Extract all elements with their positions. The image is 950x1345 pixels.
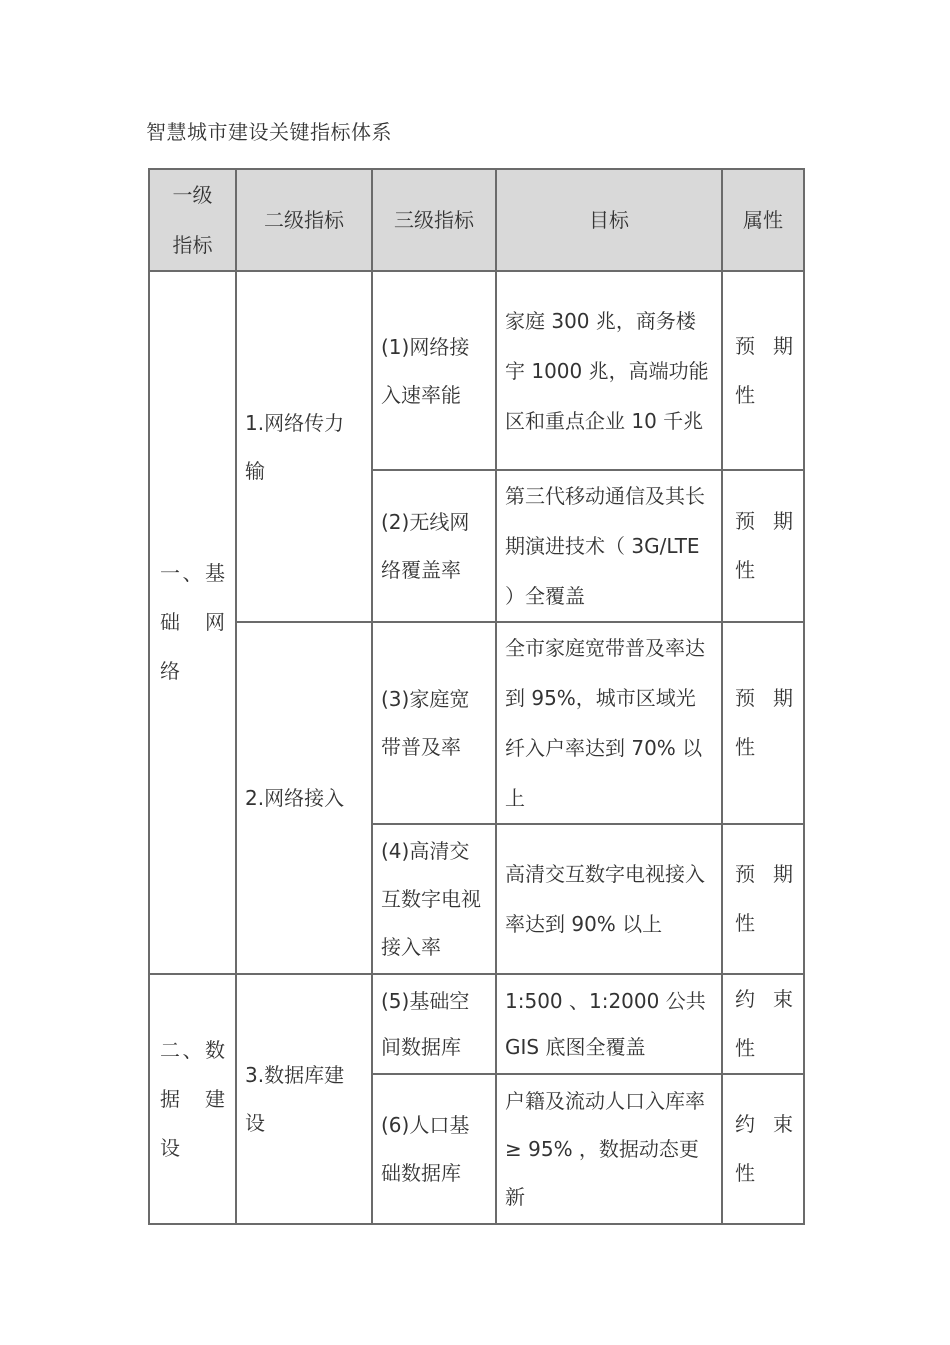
- level3-cell: [372, 470, 496, 622]
- level1-label: 二、数 据 建 设: [160, 1037, 225, 1160]
- attribute-text: 预期性: [735, 333, 793, 407]
- target-text: 家庭 300 兆，商务楼宇 1000 兆，高端功能区和重点企业 10 千兆: [505, 308, 709, 433]
- attribute-text: 预期性: [735, 509, 793, 582]
- level3-label: (6)人口基础数据库: [381, 1113, 470, 1185]
- attribute-text: 预期性: [735, 686, 793, 759]
- level3-label: (3)家庭宽带普及率: [381, 687, 470, 759]
- level3-label: (4)高清交互数字电视接入率: [381, 839, 481, 959]
- attribute-text: 约束性: [735, 1112, 793, 1185]
- key-indicator-table: [148, 168, 805, 1225]
- level2-cell-network-transmission: [236, 271, 372, 622]
- level1-cell-basic-network: [149, 271, 236, 974]
- header-level1: 一级指标: [149, 169, 236, 271]
- header-level2: 二级指标: [236, 169, 372, 271]
- header-target: 目标: [496, 169, 722, 271]
- target-cell: [496, 1074, 722, 1224]
- target-cell: [496, 470, 722, 622]
- level2-cell-network-access: [236, 622, 372, 974]
- level3-label: (5)基础空间数据库: [381, 989, 470, 1059]
- target-text: 1:500 、1:2000 公共 GIS 底图全覆盖: [505, 989, 706, 1059]
- table-header-row: [149, 169, 804, 271]
- attribute-cell: [722, 470, 804, 622]
- header-level3: 三级指标: [372, 169, 496, 271]
- level2-label: 2.网络接入: [245, 786, 345, 810]
- level3-cell: [372, 622, 496, 824]
- table-row: [149, 271, 804, 470]
- target-cell: [496, 271, 722, 470]
- level3-label: (1)网络接入速率能: [381, 334, 470, 407]
- target-text: 高清交互数字电视接入率达到 90% 以上: [505, 862, 705, 936]
- attribute-text: 预期性: [735, 862, 793, 935]
- target-cell: [496, 824, 722, 974]
- level2-label: 1.网络传力输: [245, 410, 345, 483]
- header-attribute: 属性: [722, 169, 804, 271]
- target-cell: [496, 622, 722, 824]
- level3-cell: [372, 824, 496, 974]
- attribute-text: 约束性: [735, 987, 793, 1060]
- level1-label: 一、基 础 网 络: [160, 561, 225, 683]
- level1-cell-data-construction: [149, 974, 236, 1224]
- level3-cell: [372, 1074, 496, 1224]
- level2-cell-database-construction: [236, 974, 372, 1224]
- target-text: 第三代移动通信及其长期演进技术（ 3G/LTE ）全覆盖: [505, 484, 705, 608]
- level3-label: (2)无线网络覆盖率: [381, 510, 470, 582]
- level3-cell: [372, 271, 496, 470]
- level3-cell: [372, 974, 496, 1074]
- attribute-cell: [722, 1074, 804, 1224]
- target-text: 户籍及流动人口入库率≥ 95% ，数据动态更新: [505, 1089, 705, 1209]
- attribute-cell: [722, 824, 804, 974]
- attribute-cell: [722, 974, 804, 1074]
- level2-label: 3.数据库建设: [245, 1063, 345, 1135]
- table-row: [149, 622, 804, 824]
- document-title: 智慧城市建设关键指标体系: [146, 120, 392, 144]
- attribute-cell: [722, 271, 804, 470]
- target-text: 全市家庭宽带普及率达到 95%，城市区域光纤入户率达到 70% 以上: [505, 636, 705, 810]
- attribute-cell: [722, 622, 804, 824]
- target-cell: [496, 974, 722, 1074]
- table-row: [149, 974, 804, 1074]
